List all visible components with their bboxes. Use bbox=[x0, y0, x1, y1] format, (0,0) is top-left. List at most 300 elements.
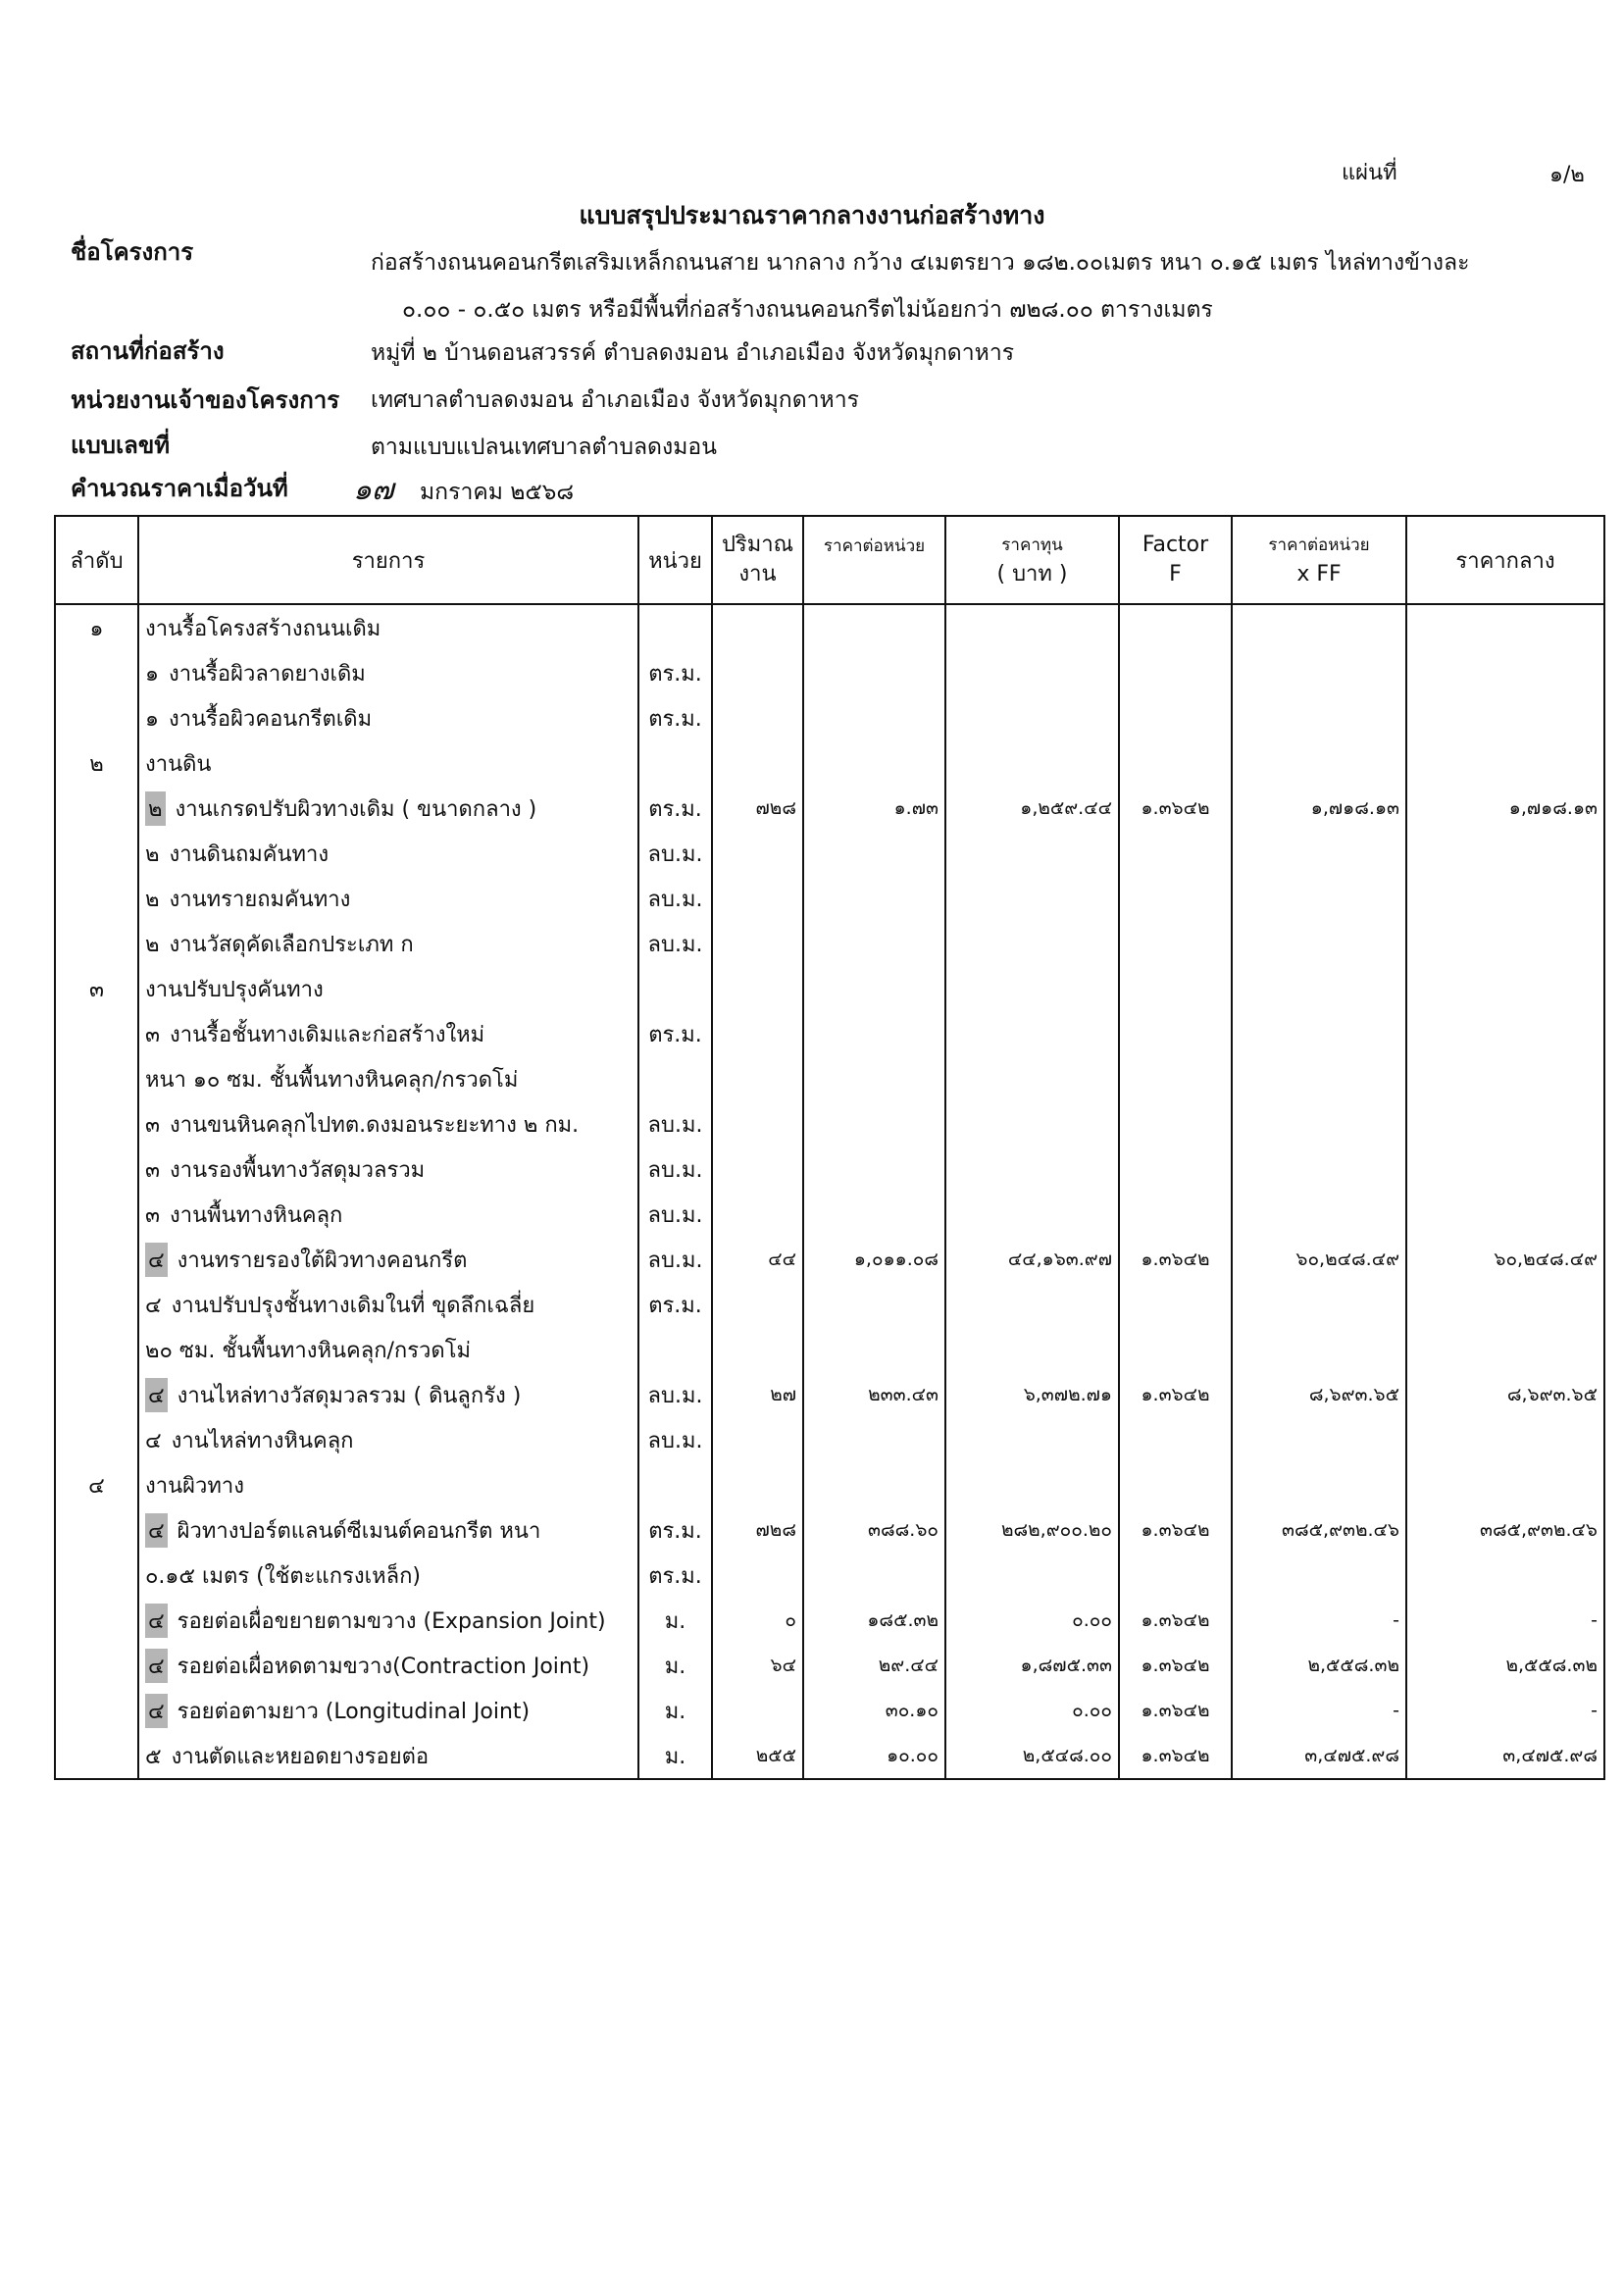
row-median-price bbox=[1406, 1282, 1604, 1327]
item-description: รอยต่อเผื่อขยายตามขวาง (Expansion Joint) bbox=[177, 1608, 606, 1634]
row-unit-price bbox=[803, 604, 945, 650]
row-factor bbox=[1119, 1462, 1232, 1507]
row-item bbox=[138, 604, 638, 650]
header-unit-price: ราคาต่อหน่วย bbox=[803, 516, 945, 604]
row-number bbox=[55, 1192, 138, 1237]
item-description: งานขนหินคลุกไปทต.ดงมอนระยะทาง ๒ กม. bbox=[170, 1112, 580, 1138]
item-description: งานปรับปรุงชั้นทางเดิมในที่ ขุดลึกเฉลี่ย bbox=[171, 1293, 535, 1318]
header-median-price: ราคากลาง bbox=[1406, 516, 1604, 604]
row-unit-price: ๑.๗๓ bbox=[803, 786, 945, 831]
row-number bbox=[55, 1101, 138, 1146]
header-quantity-line2: งาน bbox=[738, 562, 777, 586]
row-factor: ๑.๓๖๔๒ bbox=[1119, 1372, 1232, 1417]
row-number: ๓ bbox=[55, 966, 138, 1011]
row-unit-price bbox=[803, 1553, 945, 1598]
header-item: รายการ bbox=[138, 516, 638, 604]
row-number: ๔ bbox=[55, 1462, 138, 1507]
item-code: ๒ bbox=[145, 887, 160, 912]
row-quantity bbox=[712, 1688, 803, 1733]
row-quantity bbox=[712, 1146, 803, 1192]
row-number bbox=[55, 1056, 138, 1101]
document-title: แบบสรุปประมาณราคากลางงานก่อสร้างทาง bbox=[579, 201, 1045, 229]
row-unit-price-ff bbox=[1232, 1011, 1406, 1056]
table-row bbox=[55, 876, 1604, 921]
row-item bbox=[138, 1688, 638, 1733]
row-item bbox=[138, 1237, 638, 1282]
row-unit-price bbox=[803, 1192, 945, 1237]
row-number bbox=[55, 876, 138, 921]
item-description: งานรื้อโครงสร้างถนนเดิม bbox=[145, 616, 381, 641]
row-unit: ม. bbox=[638, 1688, 712, 1733]
item-description: งานรื้อผิวลาดยางเดิม bbox=[168, 661, 366, 687]
table-body bbox=[55, 604, 1604, 1779]
row-factor bbox=[1119, 1192, 1232, 1237]
row-median-price bbox=[1406, 1462, 1604, 1507]
row-unit: ม. bbox=[638, 1643, 712, 1688]
date-label: คำนวณราคาเมื่อวันที่ bbox=[71, 475, 288, 502]
row-unit-price bbox=[803, 1101, 945, 1146]
row-unit-price-ff bbox=[1232, 1553, 1406, 1598]
row-unit-price: ๑๘๕.๓๒ bbox=[803, 1598, 945, 1643]
row-quantity: ๐ bbox=[712, 1598, 803, 1643]
item-code: ๒ bbox=[145, 932, 160, 957]
item-description: งานรองพื้นทางวัสดุมวลรวม bbox=[170, 1157, 426, 1183]
item-description: รอยต่อเผื่อหดตามขวาง(Contraction Joint) bbox=[177, 1654, 590, 1679]
row-factor bbox=[1119, 1056, 1232, 1101]
row-unit bbox=[638, 1056, 712, 1101]
table-row bbox=[55, 1507, 1604, 1553]
row-quantity bbox=[712, 1011, 803, 1056]
row-cost bbox=[945, 1553, 1119, 1598]
row-median-price bbox=[1406, 1146, 1604, 1192]
row-unit-price-ff bbox=[1232, 1282, 1406, 1327]
row-median-price bbox=[1406, 1417, 1604, 1462]
row-quantity bbox=[712, 1327, 803, 1372]
row-factor: ๑.๓๖๔๒ bbox=[1119, 1598, 1232, 1643]
item-description: งานเกรดปรับผิวทางเดิม ( ขนาดกลาง ) bbox=[175, 796, 537, 822]
row-unit-price-ff: ๑,๗๑๘.๑๓ bbox=[1232, 786, 1406, 831]
header-unit: หน่วย bbox=[638, 516, 712, 604]
row-unit-price-ff bbox=[1232, 604, 1406, 650]
item-code: ๒ bbox=[145, 791, 166, 826]
header-no: ลำดับ bbox=[55, 516, 138, 604]
row-unit-price-ff: - bbox=[1232, 1688, 1406, 1733]
header-unit-price-ff-line2: x FF bbox=[1296, 562, 1342, 586]
row-factor bbox=[1119, 1146, 1232, 1192]
owner-label: หน่วยงานเจ้าของโครงการ bbox=[71, 386, 340, 414]
item-code: ๓ bbox=[145, 1112, 161, 1138]
item-description: งานทรายรองใต้ผิวทางคอนกรีต bbox=[177, 1248, 468, 1273]
row-unit-price: ๒๙.๔๔ bbox=[803, 1643, 945, 1688]
table-row bbox=[55, 1417, 1604, 1462]
header-cost bbox=[945, 516, 1119, 604]
row-unit-price: ๓๐.๑๐ bbox=[803, 1688, 945, 1733]
row-cost bbox=[945, 740, 1119, 786]
project-name-line1: ก่อสร้างถนนคอนกรีตเสริมเหล็กถนนสาย นากลาง กว้าง ๔เมตรยาว ๑๘๒.๐๐เมตร หนา ๐.๑๕ เมตร ไหล่ทางข้างละ bbox=[371, 250, 1470, 276]
row-item bbox=[138, 1192, 638, 1237]
item-code: ๔ bbox=[145, 1604, 168, 1638]
item-code: ๔ bbox=[145, 1694, 168, 1728]
row-unit: ตร.ม. bbox=[638, 695, 712, 740]
row-unit bbox=[638, 966, 712, 1011]
row-unit-price-ff bbox=[1232, 921, 1406, 966]
row-unit-price-ff bbox=[1232, 1056, 1406, 1101]
item-code: ๒ bbox=[145, 841, 160, 867]
table-row bbox=[55, 740, 1604, 786]
row-unit-price-ff bbox=[1232, 1192, 1406, 1237]
row-cost: ๒,๕๔๘.๐๐ bbox=[945, 1733, 1119, 1779]
header-unit-price-ff bbox=[1232, 516, 1406, 604]
row-quantity: ๒๗ bbox=[712, 1372, 803, 1417]
item-description: งานปรับปรุงคันทาง bbox=[145, 977, 324, 1002]
row-unit: ลบ.ม. bbox=[638, 876, 712, 921]
row-number bbox=[55, 1327, 138, 1372]
item-description: งานไหล่ทางหินคลุก bbox=[171, 1428, 354, 1453]
row-unit-price-ff bbox=[1232, 966, 1406, 1011]
row-number bbox=[55, 1237, 138, 1282]
row-number bbox=[55, 786, 138, 831]
row-unit: ตร.ม. bbox=[638, 1553, 712, 1598]
row-unit: ลบ.ม. bbox=[638, 1101, 712, 1146]
date-month-year: มกราคม ๒๕๖๘ bbox=[420, 480, 575, 505]
row-number bbox=[55, 1417, 138, 1462]
row-cost bbox=[945, 1011, 1119, 1056]
location-label: สถานที่ก่อสร้าง bbox=[71, 337, 225, 365]
row-item bbox=[138, 695, 638, 740]
row-unit-price bbox=[803, 1146, 945, 1192]
item-description: งานวัสดุคัดเลือกประเภท ก bbox=[169, 932, 414, 957]
table-row bbox=[55, 1192, 1604, 1237]
row-unit-price-ff bbox=[1232, 1146, 1406, 1192]
row-quantity bbox=[712, 1462, 803, 1507]
row-median-price bbox=[1406, 604, 1604, 650]
item-description: งานรื้อผิวคอนกรีตเดิม bbox=[168, 706, 373, 732]
row-item bbox=[138, 921, 638, 966]
table-row bbox=[55, 786, 1604, 831]
row-unit-price bbox=[803, 1282, 945, 1327]
row-cost: ๔๔,๑๖๓.๙๗ bbox=[945, 1237, 1119, 1282]
date-day-handwritten: ๑๗ bbox=[353, 473, 394, 507]
item-code: ๑ bbox=[145, 706, 159, 732]
row-cost bbox=[945, 1146, 1119, 1192]
row-item bbox=[138, 1462, 638, 1507]
row-median-price bbox=[1406, 876, 1604, 921]
row-unit-price-ff: ๒,๕๕๘.๓๒ bbox=[1232, 1643, 1406, 1688]
row-unit: ตร.ม. bbox=[638, 1282, 712, 1327]
item-code: ๔ bbox=[145, 1243, 168, 1277]
row-unit-price-ff bbox=[1232, 1462, 1406, 1507]
item-description: งานพื้นทางหินคลุก bbox=[170, 1202, 343, 1228]
header-factor-line2: F bbox=[1169, 562, 1182, 586]
row-item bbox=[138, 650, 638, 695]
item-description: งานทรายถมคันทาง bbox=[169, 887, 351, 912]
row-median-price: ๓๘๕,๙๓๒.๔๖ bbox=[1406, 1507, 1604, 1553]
row-factor bbox=[1119, 1327, 1232, 1372]
row-cost: ๐.๐๐ bbox=[945, 1688, 1119, 1733]
item-code: ๔ bbox=[145, 1378, 168, 1412]
row-number bbox=[55, 695, 138, 740]
row-unit-price-ff: ๘,๖๙๓.๖๕ bbox=[1232, 1372, 1406, 1417]
table-row bbox=[55, 1733, 1604, 1779]
item-code: ๔ bbox=[145, 1649, 168, 1683]
row-quantity: ๗๒๘ bbox=[712, 786, 803, 831]
table-row bbox=[55, 1101, 1604, 1146]
row-unit: ตร.ม. bbox=[638, 650, 712, 695]
row-quantity bbox=[712, 650, 803, 695]
row-median-price bbox=[1406, 966, 1604, 1011]
row-unit: ลบ.ม. bbox=[638, 831, 712, 876]
row-cost bbox=[945, 695, 1119, 740]
row-unit-price bbox=[803, 1327, 945, 1372]
row-unit-price bbox=[803, 966, 945, 1011]
row-number bbox=[55, 1643, 138, 1688]
row-median-price: ๖๐,๒๔๘.๔๙ bbox=[1406, 1237, 1604, 1282]
item-description: งานดินถมคันทาง bbox=[169, 841, 330, 867]
table-row bbox=[55, 1327, 1604, 1372]
item-description: ๒๐ ซม. ชั้นพื้นทางหินคลุก/กรวดโม่ bbox=[145, 1338, 472, 1363]
plan-value: ตามแบบแปลนเทศบาลตำบลดงมอน bbox=[371, 434, 717, 460]
row-unit: ลบ.ม. bbox=[638, 1146, 712, 1192]
row-median-price bbox=[1406, 831, 1604, 876]
row-factor: ๑.๓๖๔๒ bbox=[1119, 1643, 1232, 1688]
estimate-table bbox=[54, 515, 1605, 1780]
row-unit: ลบ.ม. bbox=[638, 1372, 712, 1417]
row-number bbox=[55, 650, 138, 695]
row-number bbox=[55, 1372, 138, 1417]
header-factor bbox=[1119, 516, 1232, 604]
row-item bbox=[138, 831, 638, 876]
table-row bbox=[55, 695, 1604, 740]
row-number bbox=[55, 1553, 138, 1598]
row-unit: ม. bbox=[638, 1733, 712, 1779]
row-factor bbox=[1119, 966, 1232, 1011]
table-row bbox=[55, 1282, 1604, 1327]
row-quantity: ๔๔ bbox=[712, 1237, 803, 1282]
row-unit: ตร.ม. bbox=[638, 1507, 712, 1553]
row-quantity bbox=[712, 695, 803, 740]
row-median-price bbox=[1406, 1011, 1604, 1056]
row-cost bbox=[945, 1101, 1119, 1146]
row-unit-price-ff bbox=[1232, 831, 1406, 876]
row-median-price bbox=[1406, 740, 1604, 786]
row-cost bbox=[945, 1056, 1119, 1101]
table-row bbox=[55, 1553, 1604, 1598]
row-unit-price bbox=[803, 831, 945, 876]
row-unit: ตร.ม. bbox=[638, 1011, 712, 1056]
table-row bbox=[55, 1011, 1604, 1056]
item-code: ๔ bbox=[145, 1293, 162, 1318]
row-quantity bbox=[712, 1056, 803, 1101]
row-item bbox=[138, 1056, 638, 1101]
row-item bbox=[138, 786, 638, 831]
item-code: ๓ bbox=[145, 1022, 161, 1047]
header-cost-line2: ( บาท ) bbox=[996, 562, 1068, 586]
row-item bbox=[138, 876, 638, 921]
sheet-number: ๑/๒ bbox=[1549, 163, 1585, 187]
row-unit-price bbox=[803, 921, 945, 966]
row-quantity bbox=[712, 1417, 803, 1462]
row-item bbox=[138, 1101, 638, 1146]
project-name-line2: ๐.๐๐ - ๐.๕๐ เมตร หรือมีพื้นที่ก่อสร้างถนนคอนกรีตไม่น้อยกว่า ๗๒๘.๐๐ ตารางเมตร bbox=[402, 297, 1213, 323]
table-row bbox=[55, 831, 1604, 876]
row-item bbox=[138, 1146, 638, 1192]
owner-value: เทศบาลตำบลดงมอน อำเภอเมือง จังหวัดมุกดาหาร bbox=[371, 387, 859, 413]
row-median-price: ๒,๕๕๘.๓๒ bbox=[1406, 1643, 1604, 1688]
row-unit bbox=[638, 1327, 712, 1372]
row-unit-price bbox=[803, 695, 945, 740]
row-unit-price-ff bbox=[1232, 1327, 1406, 1372]
row-factor bbox=[1119, 921, 1232, 966]
row-quantity bbox=[712, 966, 803, 1011]
row-quantity bbox=[712, 740, 803, 786]
item-code: ๔ bbox=[145, 1513, 168, 1548]
row-item bbox=[138, 1643, 638, 1688]
row-number bbox=[55, 921, 138, 966]
row-unit-price-ff: - bbox=[1232, 1598, 1406, 1643]
row-item bbox=[138, 1327, 638, 1372]
table-row bbox=[55, 966, 1604, 1011]
row-factor: ๑.๓๖๔๒ bbox=[1119, 1688, 1232, 1733]
location-value: หมู่ที่ ๒ บ้านดอนสวรรค์ ตำบลดงมอน อำเภอเมือง จังหวัดมุกดาหาร bbox=[371, 340, 1015, 366]
row-unit: ม. bbox=[638, 1598, 712, 1643]
item-description: หนา ๑๐ ซม. ชั้นพื้นทางหินคลุก/กรวดโม่ bbox=[145, 1067, 519, 1093]
row-median-price bbox=[1406, 1192, 1604, 1237]
row-item bbox=[138, 1417, 638, 1462]
row-unit-price-ff bbox=[1232, 876, 1406, 921]
table-row bbox=[55, 1237, 1604, 1282]
item-description: รอยต่อตามยาว (Longitudinal Joint) bbox=[177, 1699, 531, 1724]
item-code: ๕ bbox=[145, 1744, 162, 1769]
item-description: งานดิน bbox=[145, 751, 212, 777]
row-unit: ลบ.ม. bbox=[638, 1417, 712, 1462]
row-median-price: - bbox=[1406, 1688, 1604, 1733]
row-item bbox=[138, 1598, 638, 1643]
row-median-price: - bbox=[1406, 1598, 1604, 1643]
row-unit-price-ff bbox=[1232, 740, 1406, 786]
row-unit-price-ff: ๓,๔๗๕.๙๘ bbox=[1232, 1733, 1406, 1779]
header-quantity bbox=[712, 516, 803, 604]
row-cost: ๑,๒๕๙.๔๔ bbox=[945, 786, 1119, 831]
row-quantity bbox=[712, 1553, 803, 1598]
row-unit-price bbox=[803, 876, 945, 921]
row-cost bbox=[945, 1327, 1119, 1372]
row-unit-price: ๒๓๓.๔๓ bbox=[803, 1372, 945, 1417]
row-unit: ลบ.ม. bbox=[638, 1237, 712, 1282]
row-cost: ๑,๘๗๕.๓๓ bbox=[945, 1643, 1119, 1688]
item-code: ๑ bbox=[145, 661, 159, 687]
row-unit-price: ๑๐.๐๐ bbox=[803, 1733, 945, 1779]
row-unit: ลบ.ม. bbox=[638, 921, 712, 966]
row-unit-price-ff bbox=[1232, 1101, 1406, 1146]
row-cost bbox=[945, 921, 1119, 966]
item-description: งานรื้อชั้นทางเดิมและก่อสร้างใหม่ bbox=[170, 1022, 485, 1047]
row-factor bbox=[1119, 650, 1232, 695]
header-cost-line1: ราคาทุน bbox=[1001, 535, 1063, 555]
row-median-price bbox=[1406, 921, 1604, 966]
table-row bbox=[55, 1146, 1604, 1192]
row-factor bbox=[1119, 1282, 1232, 1327]
row-factor bbox=[1119, 604, 1232, 650]
row-unit bbox=[638, 604, 712, 650]
sheet-label: แผ่นที่ bbox=[1342, 161, 1397, 185]
row-number: ๑ bbox=[55, 604, 138, 650]
row-quantity bbox=[712, 604, 803, 650]
table-header-row bbox=[55, 516, 1604, 604]
row-unit-price bbox=[803, 650, 945, 695]
row-unit-price bbox=[803, 740, 945, 786]
header-unit-price-ff-line1: ราคาต่อหน่วย bbox=[1268, 535, 1370, 555]
row-factor bbox=[1119, 1011, 1232, 1056]
row-item bbox=[138, 740, 638, 786]
row-item bbox=[138, 966, 638, 1011]
row-unit-price-ff bbox=[1232, 695, 1406, 740]
row-median-price bbox=[1406, 695, 1604, 740]
table-row bbox=[55, 921, 1604, 966]
table-row bbox=[55, 1643, 1604, 1688]
row-unit-price-ff: ๓๘๕,๙๓๒.๔๖ bbox=[1232, 1507, 1406, 1553]
row-item bbox=[138, 1733, 638, 1779]
row-median-price bbox=[1406, 1101, 1604, 1146]
row-cost bbox=[945, 1282, 1119, 1327]
row-quantity bbox=[712, 921, 803, 966]
row-factor bbox=[1119, 831, 1232, 876]
table-row bbox=[55, 1056, 1604, 1101]
row-cost bbox=[945, 1462, 1119, 1507]
project-label: ชื่อโครงการ bbox=[71, 238, 194, 266]
row-cost bbox=[945, 1192, 1119, 1237]
row-number bbox=[55, 1507, 138, 1553]
row-number bbox=[55, 1282, 138, 1327]
row-cost bbox=[945, 831, 1119, 876]
table-row bbox=[55, 1462, 1604, 1507]
item-code: ๔ bbox=[145, 1428, 162, 1453]
row-item bbox=[138, 1011, 638, 1056]
row-number bbox=[55, 1011, 138, 1056]
item-description: ๐.๑๕ เมตร (ใช้ตะแกรงเหล็ก) bbox=[145, 1563, 421, 1589]
row-number bbox=[55, 831, 138, 876]
row-unit-price bbox=[803, 1462, 945, 1507]
row-median-price bbox=[1406, 650, 1604, 695]
row-number: ๒ bbox=[55, 740, 138, 786]
row-factor: ๑.๓๖๔๒ bbox=[1119, 1733, 1232, 1779]
row-unit-price: ๓๘๘.๖๐ bbox=[803, 1507, 945, 1553]
header-factor-line1: Factor bbox=[1142, 533, 1209, 557]
row-number bbox=[55, 1688, 138, 1733]
row-cost: ๖,๓๗๒.๗๑ bbox=[945, 1372, 1119, 1417]
row-factor: ๑.๓๖๔๒ bbox=[1119, 1237, 1232, 1282]
row-quantity bbox=[712, 1192, 803, 1237]
row-number bbox=[55, 1146, 138, 1192]
item-code: ๓ bbox=[145, 1202, 161, 1228]
item-description: ผิวทางปอร์ตแลนด์ซีเมนต์คอนกรีต หนา bbox=[177, 1518, 541, 1544]
row-median-price bbox=[1406, 1327, 1604, 1372]
row-unit-price bbox=[803, 1417, 945, 1462]
row-median-price: ๓,๔๗๕.๙๘ bbox=[1406, 1733, 1604, 1779]
row-factor bbox=[1119, 1101, 1232, 1146]
item-description: งานตัดและหยอดยางรอยต่อ bbox=[171, 1744, 430, 1769]
header-quantity-line1: ปริมาณ bbox=[721, 533, 794, 557]
row-item bbox=[138, 1282, 638, 1327]
row-quantity: ๗๒๘ bbox=[712, 1507, 803, 1553]
row-quantity bbox=[712, 1282, 803, 1327]
row-unit: ลบ.ม. bbox=[638, 1192, 712, 1237]
row-number bbox=[55, 1733, 138, 1779]
row-median-price bbox=[1406, 1056, 1604, 1101]
row-factor bbox=[1119, 695, 1232, 740]
row-factor bbox=[1119, 876, 1232, 921]
table-row bbox=[55, 1688, 1604, 1733]
row-unit-price-ff: ๖๐,๒๔๘.๔๙ bbox=[1232, 1237, 1406, 1282]
